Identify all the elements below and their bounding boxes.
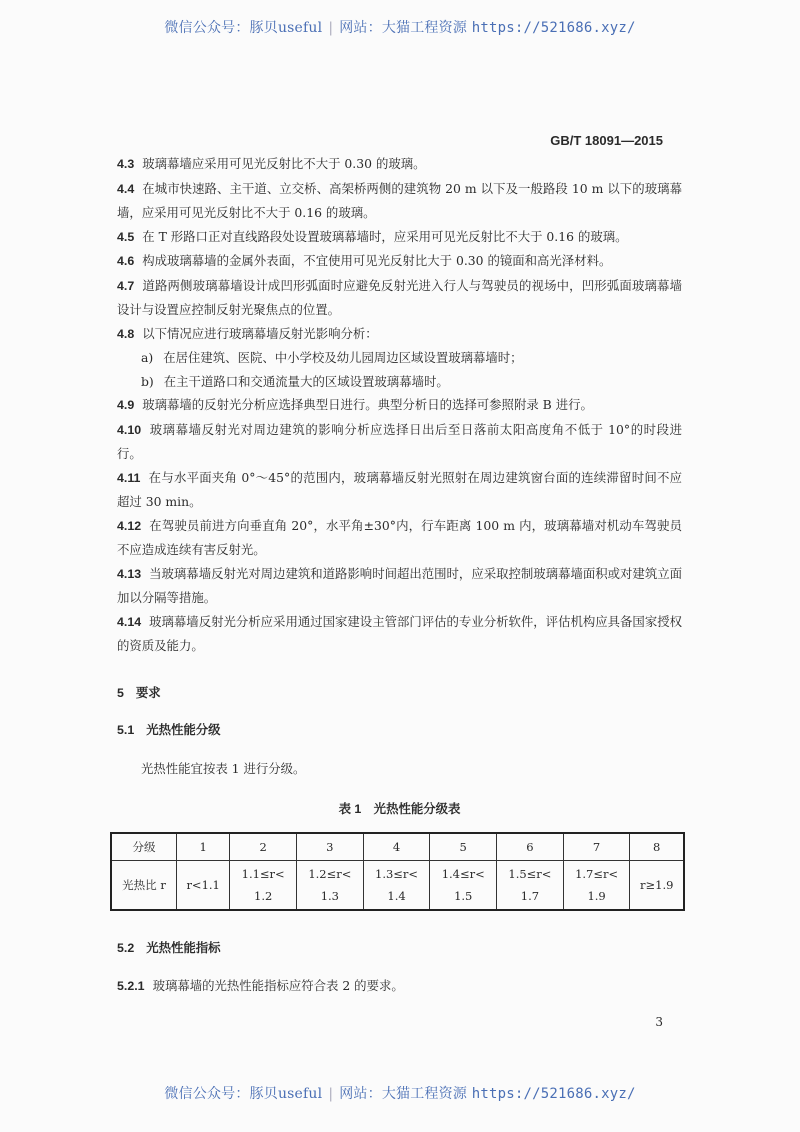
table-cell-range bbox=[177, 860, 230, 910]
table-cell-grade: 8 bbox=[630, 833, 684, 861]
list-item bbox=[117, 370, 682, 394]
clause bbox=[117, 610, 682, 658]
page-number: 3 bbox=[655, 1015, 663, 1029]
section-title: 光热性能指标 bbox=[146, 940, 221, 955]
clause bbox=[117, 418, 682, 466]
clause-text: 玻璃幕墙的反射光分析应选择典型日进行。典型分析日的选择可参照附录 B 进行。 bbox=[142, 397, 593, 412]
clause-text: 在 T 形路口正对直线路段处设置玻璃幕墙时，应采用可见光反射比不大于 0.16 的玻璃。 bbox=[142, 228, 628, 244]
clause-number: 4.6 bbox=[117, 254, 135, 268]
clause bbox=[117, 249, 682, 274]
table-row-ranges bbox=[111, 860, 684, 910]
watermark-site-label: 网站：大猫工程资源 bbox=[339, 1086, 468, 1102]
clause-text: 在城市快速路、主干道、立交桥、高架桥两侧的建筑物 20 m 以下及一般路段 10 m 以下的玻璃幕墙，应采用可见光反射比不大于 0.16 的玻璃。 bbox=[117, 180, 682, 220]
table-cell-grade: 1 bbox=[177, 833, 230, 861]
watermark-wechat: 微信公众号：豚贝useful bbox=[164, 20, 323, 36]
clause-5-2-1 bbox=[117, 974, 682, 999]
list-item-text: 在主干道路口和交通流量大的区域设置玻璃幕墙时。 bbox=[163, 373, 449, 389]
row-header: 分级 bbox=[111, 833, 177, 861]
clause-text: 玻璃幕墙的光热性能指标应符合表 2 的要求。 bbox=[152, 978, 404, 993]
section-number: 5.2 bbox=[117, 940, 135, 955]
range-line: 1.1≤r< bbox=[241, 866, 285, 881]
section-5-1-heading bbox=[117, 719, 682, 743]
section-5-1-text: 光热性能宜按表 1 进行分级。 bbox=[141, 760, 306, 776]
table-cell-grade: 5 bbox=[430, 833, 497, 861]
clause-number: 4.8 bbox=[117, 326, 135, 341]
standard-number: GB/T 18091—2015 bbox=[550, 133, 663, 148]
clause-text: 玻璃幕墙反射光对周边建筑的影响分析应选择日出后至日落前太阳高度角不低于 10°的时段进行。 bbox=[117, 421, 682, 461]
table-row-grades bbox=[111, 833, 684, 861]
section-title: 光热性能分级 bbox=[146, 723, 221, 737]
clause-number: 4.10 bbox=[117, 422, 142, 437]
range-line: 1.2≤r< bbox=[308, 866, 352, 881]
range-line: r≥1.9 bbox=[640, 877, 674, 892]
range-line: 1.3 bbox=[320, 888, 339, 903]
range-line: 1.7≤r< bbox=[575, 866, 619, 881]
document-body bbox=[117, 152, 682, 999]
clause-text: 玻璃幕墙应采用可见光反射比不大于 0.30 的玻璃。 bbox=[142, 156, 426, 171]
watermark-wechat: 微信公众号：豚贝useful bbox=[164, 1086, 323, 1102]
clause-number: 4.4 bbox=[117, 181, 135, 196]
clause bbox=[117, 322, 682, 347]
section-number: 5.1 bbox=[117, 723, 135, 737]
clause-number: 4.5 bbox=[117, 229, 135, 244]
table-cell-range bbox=[563, 860, 630, 910]
clause bbox=[117, 152, 682, 177]
list-item-text: 在居住建筑、医院、中小学校及幼儿园周边区域设置玻璃幕墙时； bbox=[163, 350, 523, 365]
range-line: 1.4≤r< bbox=[441, 866, 485, 881]
clause-number: 5.2.1 bbox=[117, 979, 145, 993]
section-number: 5 bbox=[117, 685, 124, 700]
watermark-url[interactable]: https://521686.xyz/ bbox=[471, 1086, 636, 1102]
watermark-separator: | bbox=[328, 20, 334, 36]
clause-number: 4.11 bbox=[117, 470, 141, 485]
clause-number: 4.12 bbox=[117, 518, 142, 533]
table-cell-grade: 2 bbox=[230, 833, 297, 861]
clause-text: 在与水平面夹角 0°～45°的范围内，玻璃幕墙反射光照射在周边建筑窗台面的连续滞留时间不应超过 30 min。 bbox=[117, 469, 682, 509]
list-item bbox=[117, 346, 682, 370]
clause-text: 在驾驶员前进方向垂直角 20°，水平角±30°内，行车距离 100 m 内，玻璃幕墙对机动车驾驶员不应造成连续有害反射光。 bbox=[117, 517, 682, 557]
list-item-label: b) bbox=[141, 373, 154, 389]
range-line: 1.5≤r< bbox=[508, 866, 552, 881]
table-cell-grade: 3 bbox=[297, 833, 364, 861]
clause bbox=[117, 514, 682, 562]
range-line: 1.3≤r< bbox=[375, 866, 419, 881]
table-caption: 表 1 光热性能分级表 bbox=[338, 802, 461, 816]
clause-text: 以下情况应进行玻璃幕墙反射光影响分析： bbox=[142, 325, 378, 341]
table-cell-grade: 6 bbox=[497, 833, 564, 861]
clause-text: 道路两侧玻璃幕墙设计成凹形弧面时应避免反射光进入行人与驾驶员的视场中，凹形弧面玻璃幕墙设计与设置应控制反射光聚焦点的位置。 bbox=[117, 277, 682, 317]
clause bbox=[117, 466, 682, 514]
grading-table bbox=[110, 832, 685, 911]
table-cell-range bbox=[630, 860, 684, 910]
watermark-url[interactable]: https://521686.xyz/ bbox=[471, 20, 636, 36]
watermark-footer bbox=[0, 1083, 800, 1103]
watermark-separator: | bbox=[328, 1086, 334, 1102]
table-cell-range bbox=[230, 860, 297, 910]
clause bbox=[117, 177, 682, 225]
range-line: 1.4 bbox=[387, 888, 406, 903]
clause-text: 玻璃幕墙反射光分析应采用通过国家建设主管部门评估的专业分析软件，评估机构应具备国家授权的资质及能力。 bbox=[117, 613, 682, 653]
clause-text: 构成玻璃幕墙的金属外表面，不宜使用可见光反射比大于 0.30 的镜面和高光泽材料。 bbox=[142, 253, 612, 268]
table-cell-range bbox=[430, 860, 497, 910]
clause bbox=[117, 393, 682, 418]
section-title: 要求 bbox=[135, 685, 161, 700]
range-line: 1.5 bbox=[454, 888, 473, 903]
clause bbox=[117, 274, 682, 322]
range-line: 1.2 bbox=[254, 888, 273, 903]
table-cell-range bbox=[497, 860, 564, 910]
range-line: 1.9 bbox=[587, 888, 606, 903]
section-5-heading bbox=[117, 682, 682, 706]
section-5-2-heading bbox=[117, 937, 682, 961]
clause-number: 4.14 bbox=[117, 614, 142, 629]
clause-number: 4.3 bbox=[117, 157, 135, 171]
list-item-label: a) bbox=[141, 350, 154, 365]
table-cell-range bbox=[363, 860, 430, 910]
range-line: 1.7 bbox=[520, 888, 540, 903]
clause-text: 当玻璃幕墙反射光对周边建筑和道路影响时间超出范围时，应采取控制玻璃幕墙面积或对建筑立面加以分隔等措施。 bbox=[117, 565, 682, 605]
row-header: 光热比 r bbox=[111, 860, 177, 910]
clause-number: 4.7 bbox=[117, 278, 135, 293]
watermark-site-label: 网站：大猫工程资源 bbox=[339, 20, 468, 36]
table-cell-grade: 7 bbox=[563, 833, 630, 861]
clause-number: 4.13 bbox=[117, 566, 142, 581]
table-cell-range bbox=[297, 860, 364, 910]
watermark-header bbox=[0, 17, 800, 37]
clause bbox=[117, 225, 682, 250]
clause bbox=[117, 562, 682, 610]
clause-number: 4.9 bbox=[117, 398, 135, 412]
range-line: r<1.1 bbox=[186, 877, 220, 892]
table-cell-grade: 4 bbox=[363, 833, 430, 861]
